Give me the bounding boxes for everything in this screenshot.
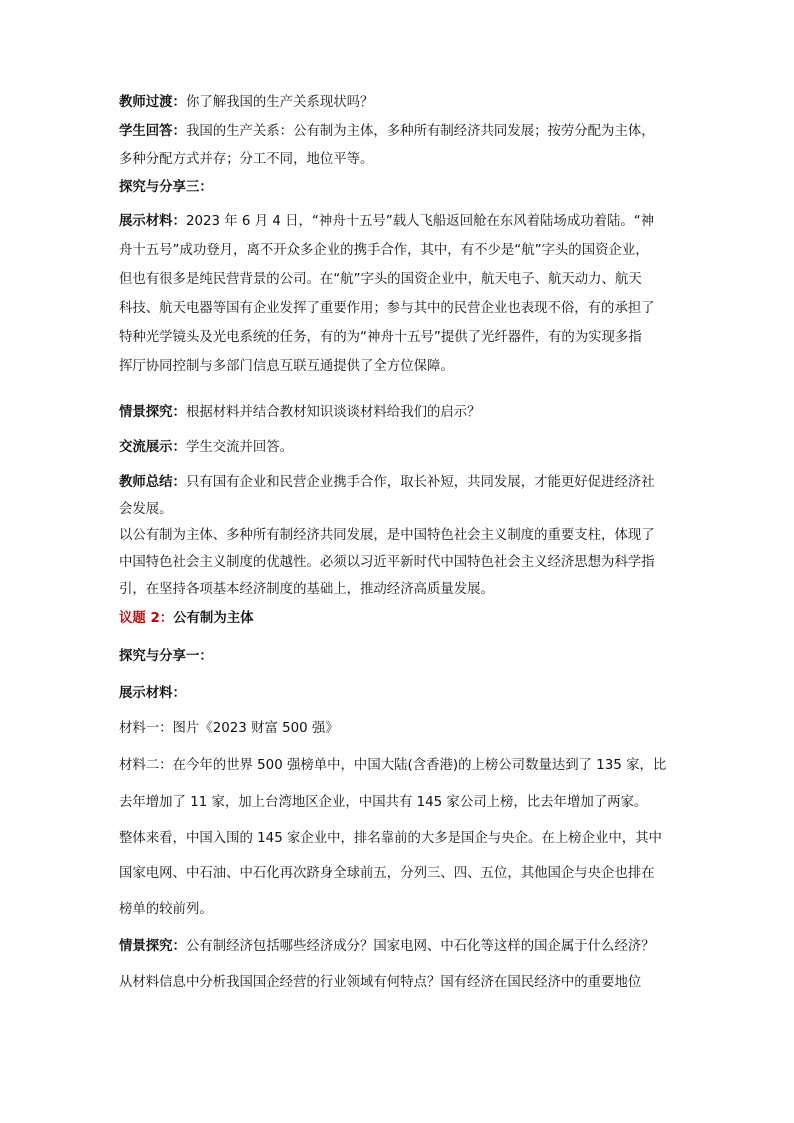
section-heading-explore-3: 探究与分享三： [119, 180, 213, 195]
teacher-transition [119, 93, 689, 113]
scene-inquiry-2-text: 公有制经济包括哪些经济成分？国家电网、中石化等这样的国企属于什么经济？ [185, 939, 655, 954]
teacher-summary-line-5: 引，在坚持各项基本经济制度的基础上，推动经济高质量发展。 [119, 582, 494, 597]
teacher-summary-text: 只有国有企业和民营企业携手合作，取长补短，共同发展，才能更好促进经济社 [185, 475, 655, 490]
exchange-display-text: 学生交流并回答。 [185, 440, 294, 455]
material-a-label: 展示材料： [119, 214, 186, 229]
exchange-display-label: 交流展示： [119, 440, 186, 455]
exchange-display [119, 438, 689, 458]
scene-inquiry-2-label: 情景探究： [119, 939, 186, 954]
topic-2-heading [119, 609, 689, 629]
teacher-summary-label: 教师总结： [119, 475, 186, 490]
teacher-summary-line-4: 中国特色社会主义制度的优越性。必须以习近平新时代中国特色社会主义经济思想为科学指 [119, 555, 655, 570]
topic-2-label: 议题 2： [119, 611, 174, 626]
scene-inquiry-2 [119, 937, 689, 957]
student-answer-label: 学生回答： [119, 124, 186, 139]
scene-inquiry-1-text: 根据材料并结合教材知识谈谈材料给我们的启示？ [185, 405, 481, 420]
material-a-line-2: 舟十五号”成功登月，离不开众多企业的携手合作，其中，有不少是“航”字头的国资企业， [119, 243, 649, 258]
material-a-line-6: 挥厅协同控制与多部门信息互联互通提供了全方位保障。 [119, 359, 454, 374]
material-2-line-1: 材料二：在今年的世界 500 强榜单中，中国大陆(含香港)的上榜公司数量达到了 135 家，比 [119, 758, 667, 773]
material-1: 材料一：图片《2023 财富 500 强》 [119, 721, 339, 736]
student-answer-text: 我国的生产关系：公有制为主体，多种所有制经济共同发展；按劳分配为主体， [185, 124, 655, 139]
teacher-summary-line-2: 会发展。 [119, 502, 173, 517]
material-a-line-5: 特种光学镜头及光电系统的任务，有的为“神舟十五号”提供了光纤器件，有的为实现多指 [119, 330, 642, 345]
teacher-transition-label: 教师过渡： [119, 95, 186, 110]
section-heading-explore-1: 探究与分享一： [119, 649, 213, 664]
teacher-transition-text: 你了解我国的生产关系现状吗？ [185, 95, 374, 110]
show-material-heading: 展示材料： [119, 686, 186, 701]
student-answer [119, 122, 689, 142]
overall-line-1: 整体来看，中国入围的 145 家企业中，排名靠前的大多是国企与央企。在上榜企业中，其中 [119, 831, 662, 846]
overall-line-3: 榜单的较前列。 [119, 902, 213, 917]
overall-line-2: 国家电网、中石油、中石化再次跻身全球前五，分列三、四、五位，其他国企与央企也排在 [119, 866, 655, 881]
scene-inquiry-1-label: 情景探究： [119, 405, 186, 420]
student-answer-cont: 多种分配方式并存；分工不同，地位平等。 [119, 152, 374, 167]
material-a-text: 2023 年 6 月 4 日，“神舟十五号”载人飞船返回舱在东风着陆场成功着陆。“神 [185, 214, 655, 229]
material-2-line-2: 去年增加了 11 家，加上台湾地区企业，中国共有 145 家公司上榜，比去年增加了两家。 [119, 795, 648, 810]
material-a-line-4: 科技、航天电器等国有企业发挥了重要作用；参与其中的民营企业也表现不俗，有的承担了 [119, 301, 655, 316]
teacher-summary-line-3: 以公有制为主体、多种所有制经济共同发展，是中国特色社会主义制度的重要支柱，体现了 [119, 528, 655, 543]
material-a-line-3: 但也有很多是纯民营背景的公司。在“航”字头的国资企业中，航天电子、航天动力、航天 [119, 272, 642, 287]
teacher-summary [119, 473, 689, 493]
material-a-line-1 [119, 212, 689, 232]
scene-inquiry-1 [119, 403, 689, 423]
topic-2-title: 公有制为主体 [173, 611, 254, 626]
scene-inquiry-2-cont: 从材料信息中分析我国国企经营的行业领域有何特点？国有经济在国民经济中的重要地位 [119, 975, 642, 990]
